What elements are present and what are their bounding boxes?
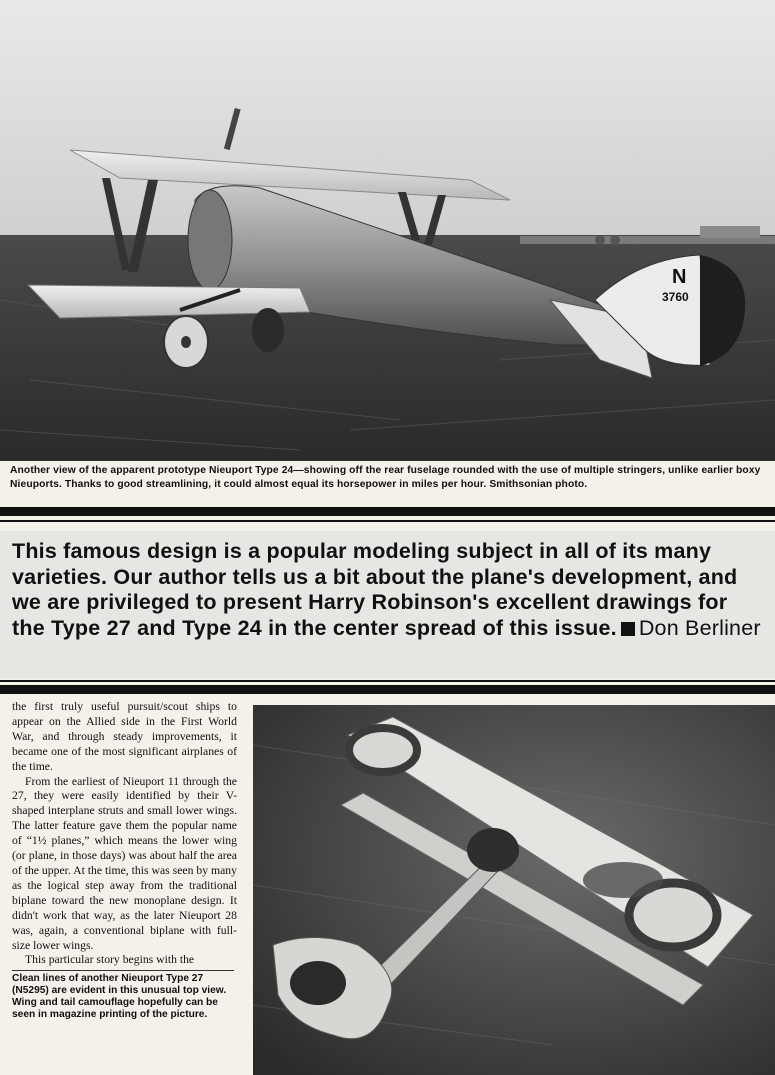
rule-top-thin [0,520,775,522]
rule-top [0,507,775,516]
bottom-photo-caption: Clean lines of another Nieuport Type 27 (N5295) are evident in this unusual top view. Wing and tail camouflage hopefully can be seen in magazine printing of the picture. [12,973,227,1020]
byline: Don Berliner [638,615,761,640]
top-photo [0,0,775,462]
intro-deck [0,531,775,678]
nieuport-type-27-top-view-photo [253,705,775,1075]
bottom-photo [253,705,775,1075]
paragraph-2: From the earliest of Nieuport 11 through the 27, they were easily identified by their V-shaped interplane struts and small lower wings. The latter feature gave them the popular name of “1½ planes,” which means the lower wing (or plane, in those days) was about half the area of the upper. At the time, this was seen by many as the logical step away from the traditional biplane toward the new monoplane design. It didn't work that way, as the later Nieuport 28 was, again, a conventional biplane with full-size lower wings. [12,774,237,952]
nieuport-type-24-photo [0,0,775,462]
tail-number: 3760 [662,290,689,304]
rule-bottom-thin [0,680,775,682]
paragraph-1: the first truly useful pursuit/scout ships to appear on the Allied side in the First World War, and through steady improvements, it became one of the most significant airplanes of the time. [12,700,237,773]
body-column [12,700,237,968]
rule-bottom [0,685,775,694]
tail-letter: N [672,266,687,288]
end-square-icon [621,622,635,636]
top-photo-caption: Another view of the apparent prototype Nieuport Type 24—showing off the rear fuselage rounded with the use of multiple stringers, unlike earlier boxy Nieuports. Thanks to good streamlining, it could almost equal its horsepower in miles per hour. Smithsonian photo. [0,461,775,503]
intro-text: This famous design is a popular modeling subject in all of its many varieties. Our author tells us a bit about the plane's development, and we are privileged to present Harry Robinson's excellent drawings for the Type 27 and Type 24 in the center spread of this issue. [12,539,738,640]
column-divider [12,970,234,971]
paragraph-3: This particular story begins with the [25,953,195,967]
